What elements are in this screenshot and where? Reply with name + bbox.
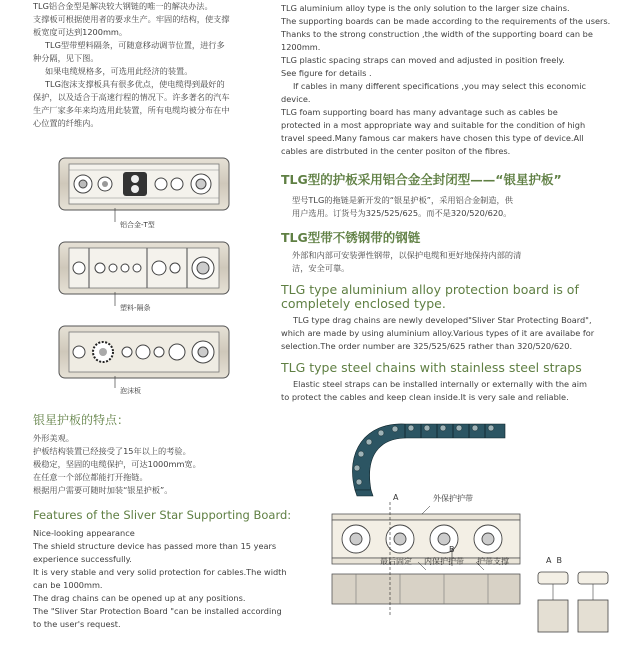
intro-en-line: Thanks to the strong construction ,the width of the supporting board can be: [281, 29, 593, 39]
drawing-label-b: B: [449, 545, 455, 554]
feature-cn-item: 在任意一个部位都能打开拖链。: [33, 472, 148, 482]
body-cn-2-line: 洁，安全可靠。: [292, 263, 350, 273]
title-en-1: [281, 283, 621, 311]
intro-cn-line: TLG泡沫支撑板具有很多优点，使电缆得到最好的: [45, 79, 225, 89]
plastic-section: [59, 242, 229, 306]
foam-section: [59, 326, 229, 388]
intro-cn-line: 如果电缆规格多，可选用此经济的装置。: [45, 66, 193, 76]
feature-en-item: to the user's request.: [33, 619, 121, 629]
intro-cn-line: 保护，以及适合于高速行程的情况下。许多著名的汽车: [33, 92, 230, 102]
intro-en-line: TLG foam supporting board has many advantage such as cables be: [281, 107, 558, 117]
body-cn-1: [292, 194, 622, 220]
strap-technical-drawing: [326, 496, 622, 646]
feature-cn-item: 外形美观。: [33, 433, 74, 443]
drawing-label-fixed-last: 最后固定: [380, 557, 412, 566]
right-intro-en: [281, 2, 621, 158]
cross-section-drawings: [55, 150, 245, 400]
intro-en-line: TLG plastic spacing straps can moved and adjusted in position freely.: [281, 55, 565, 65]
intro-en-line: If cables in many different specifications ,you may select this economic: [293, 81, 587, 91]
intro-en-line: 1200mm.: [281, 42, 321, 52]
features-en-title: Features of the Sliver Star Supporting Board:: [33, 508, 292, 522]
feature-en-item: It is very stable and very solid protection for cables.The width: [33, 567, 287, 577]
body-en-1: [281, 314, 621, 353]
drawing-label-a: A: [393, 493, 399, 502]
section-view-ab: [538, 572, 608, 632]
intro-en-line: TLG aluminium alloy type is the only solution to the larger size chains.: [281, 3, 570, 13]
title-en-2: TLG type steel chains with stainless steel straps: [281, 360, 582, 375]
intro-cn-line: 板宽度可达到1200mm。: [33, 27, 128, 37]
label-alu-t: 铝合金-T型: [120, 221, 155, 229]
drawing-label-strap-support: 护带支撑: [477, 557, 509, 566]
intro-en-line: cables are distrbuted in the center positon of the fibres.: [281, 146, 511, 156]
drawing-label-outer-strap: 外保护护带: [433, 494, 473, 503]
intro-en-line: See figure for details .: [281, 68, 372, 78]
body-cn-1-line: 用户选用。订货号为325/525/625。而不是320/520/620。: [292, 208, 512, 218]
drawing-label-section-ab: A B: [546, 556, 563, 565]
drawing-label-inner-strap: 内保护护带: [424, 557, 464, 566]
title-cn-1: TLG型的护板采用铝合金全封闭型——“银星护板”: [281, 172, 562, 187]
feature-cn-item: 护板结构装置已经接受了15年以上的考验。: [33, 446, 191, 456]
steel-chain-illustration: [335, 412, 515, 498]
feature-en-item: Nice-looking appearance: [33, 528, 135, 538]
body-cn-1-line: 型号TLG的拖链是新开发的“银星护板”，采用铝合金制造，供: [292, 195, 513, 205]
body-cn-2-line: 外部和内部可安装弹性钢带，以保护电缆和更好地保持内部的清: [292, 250, 522, 260]
features-cn-list: [33, 432, 293, 497]
feature-en-item: can be 1000mm.: [33, 580, 103, 590]
intro-cn-line: 生产厂家多年来均选用此装置，所有电缆均被分布在中: [33, 105, 230, 115]
feature-en-item: experience successfully.: [33, 554, 132, 564]
features-en-list: [33, 527, 303, 631]
intro-en-line: travel speed.Many famous car makers have chosen this type of device.All: [281, 133, 584, 143]
feature-en-item: The "Sliver Star Protection Board "can be installed according: [33, 606, 282, 616]
title-en-1-line: completely enclosed type.: [281, 296, 446, 311]
left-intro-cn: [33, 0, 283, 130]
body-en-2-line: to protect the cables and keep clean inside.It is very sale and reliable.: [281, 392, 569, 402]
intro-cn-line: 支撑板可根据使用者的要求生产。牢固的结构，使支撑: [33, 14, 230, 24]
intro-cn-line: 种分隔，见下图。: [33, 53, 99, 63]
body-en-1-line: which are made by using aluminium alloy.Various types of it are availabe for: [281, 328, 595, 338]
feature-cn-item: 极稳定，坚固的电缆保护，可达1000mm宽。: [33, 459, 201, 469]
body-cn-2: [292, 249, 622, 275]
label-foam: 泡沫板: [120, 387, 141, 395]
title-en-1-line: TLG type aluminium alloy protection board is of: [281, 282, 579, 297]
intro-en-line: protected in a most appropriate way and suitable for the condition of high: [281, 120, 586, 130]
intro-cn-line: TLG铝合金型是解决较大钢链的唯一的解决办法。: [33, 1, 213, 11]
body-en-1-line: selection.The order number are 325/525/625 rather than 320/520/620.: [281, 341, 573, 351]
body-en-1-line: TLG type drag chains are newly developed"Sliver Star Protecting Board",: [293, 315, 592, 325]
intro-en-line: The supporting boards can be made according to the requirements of the users.: [281, 16, 611, 26]
feature-cn-item: 根据用户需要可随时加装“银星护板”。: [33, 485, 173, 495]
body-en-2-line: Elastic steel straps can be installed internally or externally with the aim: [293, 379, 587, 389]
label-plastic: 塑料-隔条: [120, 304, 151, 312]
title-cn-2: TLG型带不锈钢带的钢链: [281, 230, 421, 245]
body-en-2: [281, 378, 621, 404]
intro-en-line: device.: [281, 94, 311, 104]
alu-t-section: [59, 158, 229, 222]
intro-cn-line: TLG型带塑料隔条，可随意移动调节位置，进行多: [45, 40, 225, 50]
feature-en-item: The drag chains can be opened up at any positions.: [33, 593, 246, 603]
feature-en-item: The shield structure device has passed more than 15 years: [33, 541, 277, 551]
intro-cn-line: 心位置的纤维内。: [33, 118, 99, 128]
features-cn-title: 银星护板的特点：: [33, 413, 130, 427]
